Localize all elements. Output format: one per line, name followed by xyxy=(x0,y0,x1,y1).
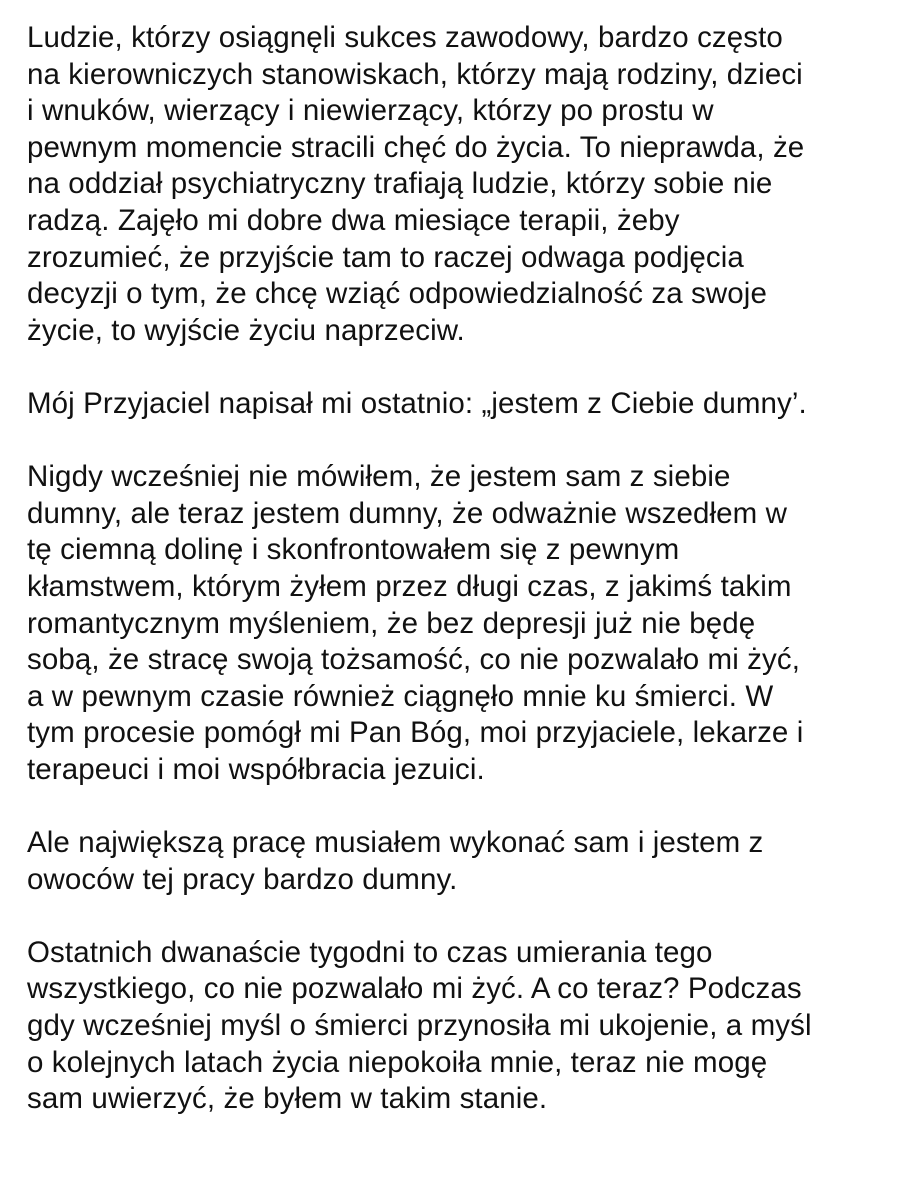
paragraph-line: kłamstwem, którym żyłem przez długi czas, z jakimś takim xyxy=(27,569,792,603)
paragraph-line: i wnuków, wierzący i niewierzący, którzy po prostu w xyxy=(27,94,714,128)
paragraph-line: zrozumieć, że przyjście tam to raczej odwaga podjęcia xyxy=(27,240,744,274)
paragraph-line: owoców tej pracy bardzo dumny. xyxy=(27,862,458,896)
paragraph-line: tę ciemną dolinę i skonfrontowałem się z pewnym xyxy=(27,533,680,567)
paragraph-line: życie, to wyjście życiu naprzeciw. xyxy=(27,313,465,347)
paragraph-line: gdy wcześniej myśl o śmierci przynosiła mi ukojenie, a myśl xyxy=(27,1009,812,1043)
paragraph-line: sam uwierzyć, że byłem w takim stanie. xyxy=(27,1082,548,1116)
paragraph-4 xyxy=(27,825,895,898)
paragraph-2 xyxy=(27,386,895,423)
paragraph-line: dumny, ale teraz jestem dumny, że odważnie wszedłem w xyxy=(27,496,788,530)
paragraph-line: o kolejnych latach życia niepokoiła mnie, teraz nie mogę xyxy=(27,1045,768,1079)
paragraph-line: pewnym momencie stracili chęć do życia. To nieprawda, że xyxy=(27,130,805,164)
paragraph-line: sobą, że stracę swoją tożsamość, co nie pozwalało mi żyć, xyxy=(27,643,801,677)
paragraph-line: decyzji o tym, że chcę wziąć odpowiedzialność za swoje xyxy=(27,277,767,311)
paragraph-line: radzą. Zajęło mi dobre dwa miesiące terapii, żeby xyxy=(27,203,680,237)
paragraph-line: Ostatnich dwanaście tygodni to czas umierania tego xyxy=(27,935,713,969)
paragraph-3 xyxy=(27,459,895,788)
paragraph-line: Mój Przyjaciel napisał mi ostatnio: „jestem z Ciebie dumny’. xyxy=(27,386,807,420)
paragraph-line: wszystkiego, co nie pozwalało mi żyć. A co teraz? Podczas xyxy=(27,972,802,1006)
paragraph-5 xyxy=(27,935,895,1118)
paragraph-line: na oddział psychiatryczny trafiają ludzie, którzy sobie nie xyxy=(27,167,773,201)
paragraph-line: Ludzie, którzy osiągnęli sukces zawodowy, bardzo często xyxy=(27,21,783,54)
paragraph-line: na kierowniczych stanowiskach, którzy mają rodziny, dzieci xyxy=(27,57,803,91)
paragraph-line: a w pewnym czasie również ciągnęło mnie ku śmierci. W xyxy=(27,679,774,713)
document-body xyxy=(27,20,895,1154)
paragraph-line: terapeuci i moi współbracia jezuici. xyxy=(27,752,485,786)
paragraph-line: Ale największą pracę musiałem wykonać sam i jestem z xyxy=(27,826,764,860)
paragraph-line: Nigdy wcześniej nie mówiłem, że jestem sam z siebie xyxy=(27,460,731,494)
paragraph-line: romantycznym myśleniem, że bez depresji już nie będę xyxy=(27,606,756,640)
paragraph-line: tym procesie pomógł mi Pan Bóg, moi przyjaciele, lekarze i xyxy=(27,716,804,750)
paragraph-1 xyxy=(27,20,895,349)
